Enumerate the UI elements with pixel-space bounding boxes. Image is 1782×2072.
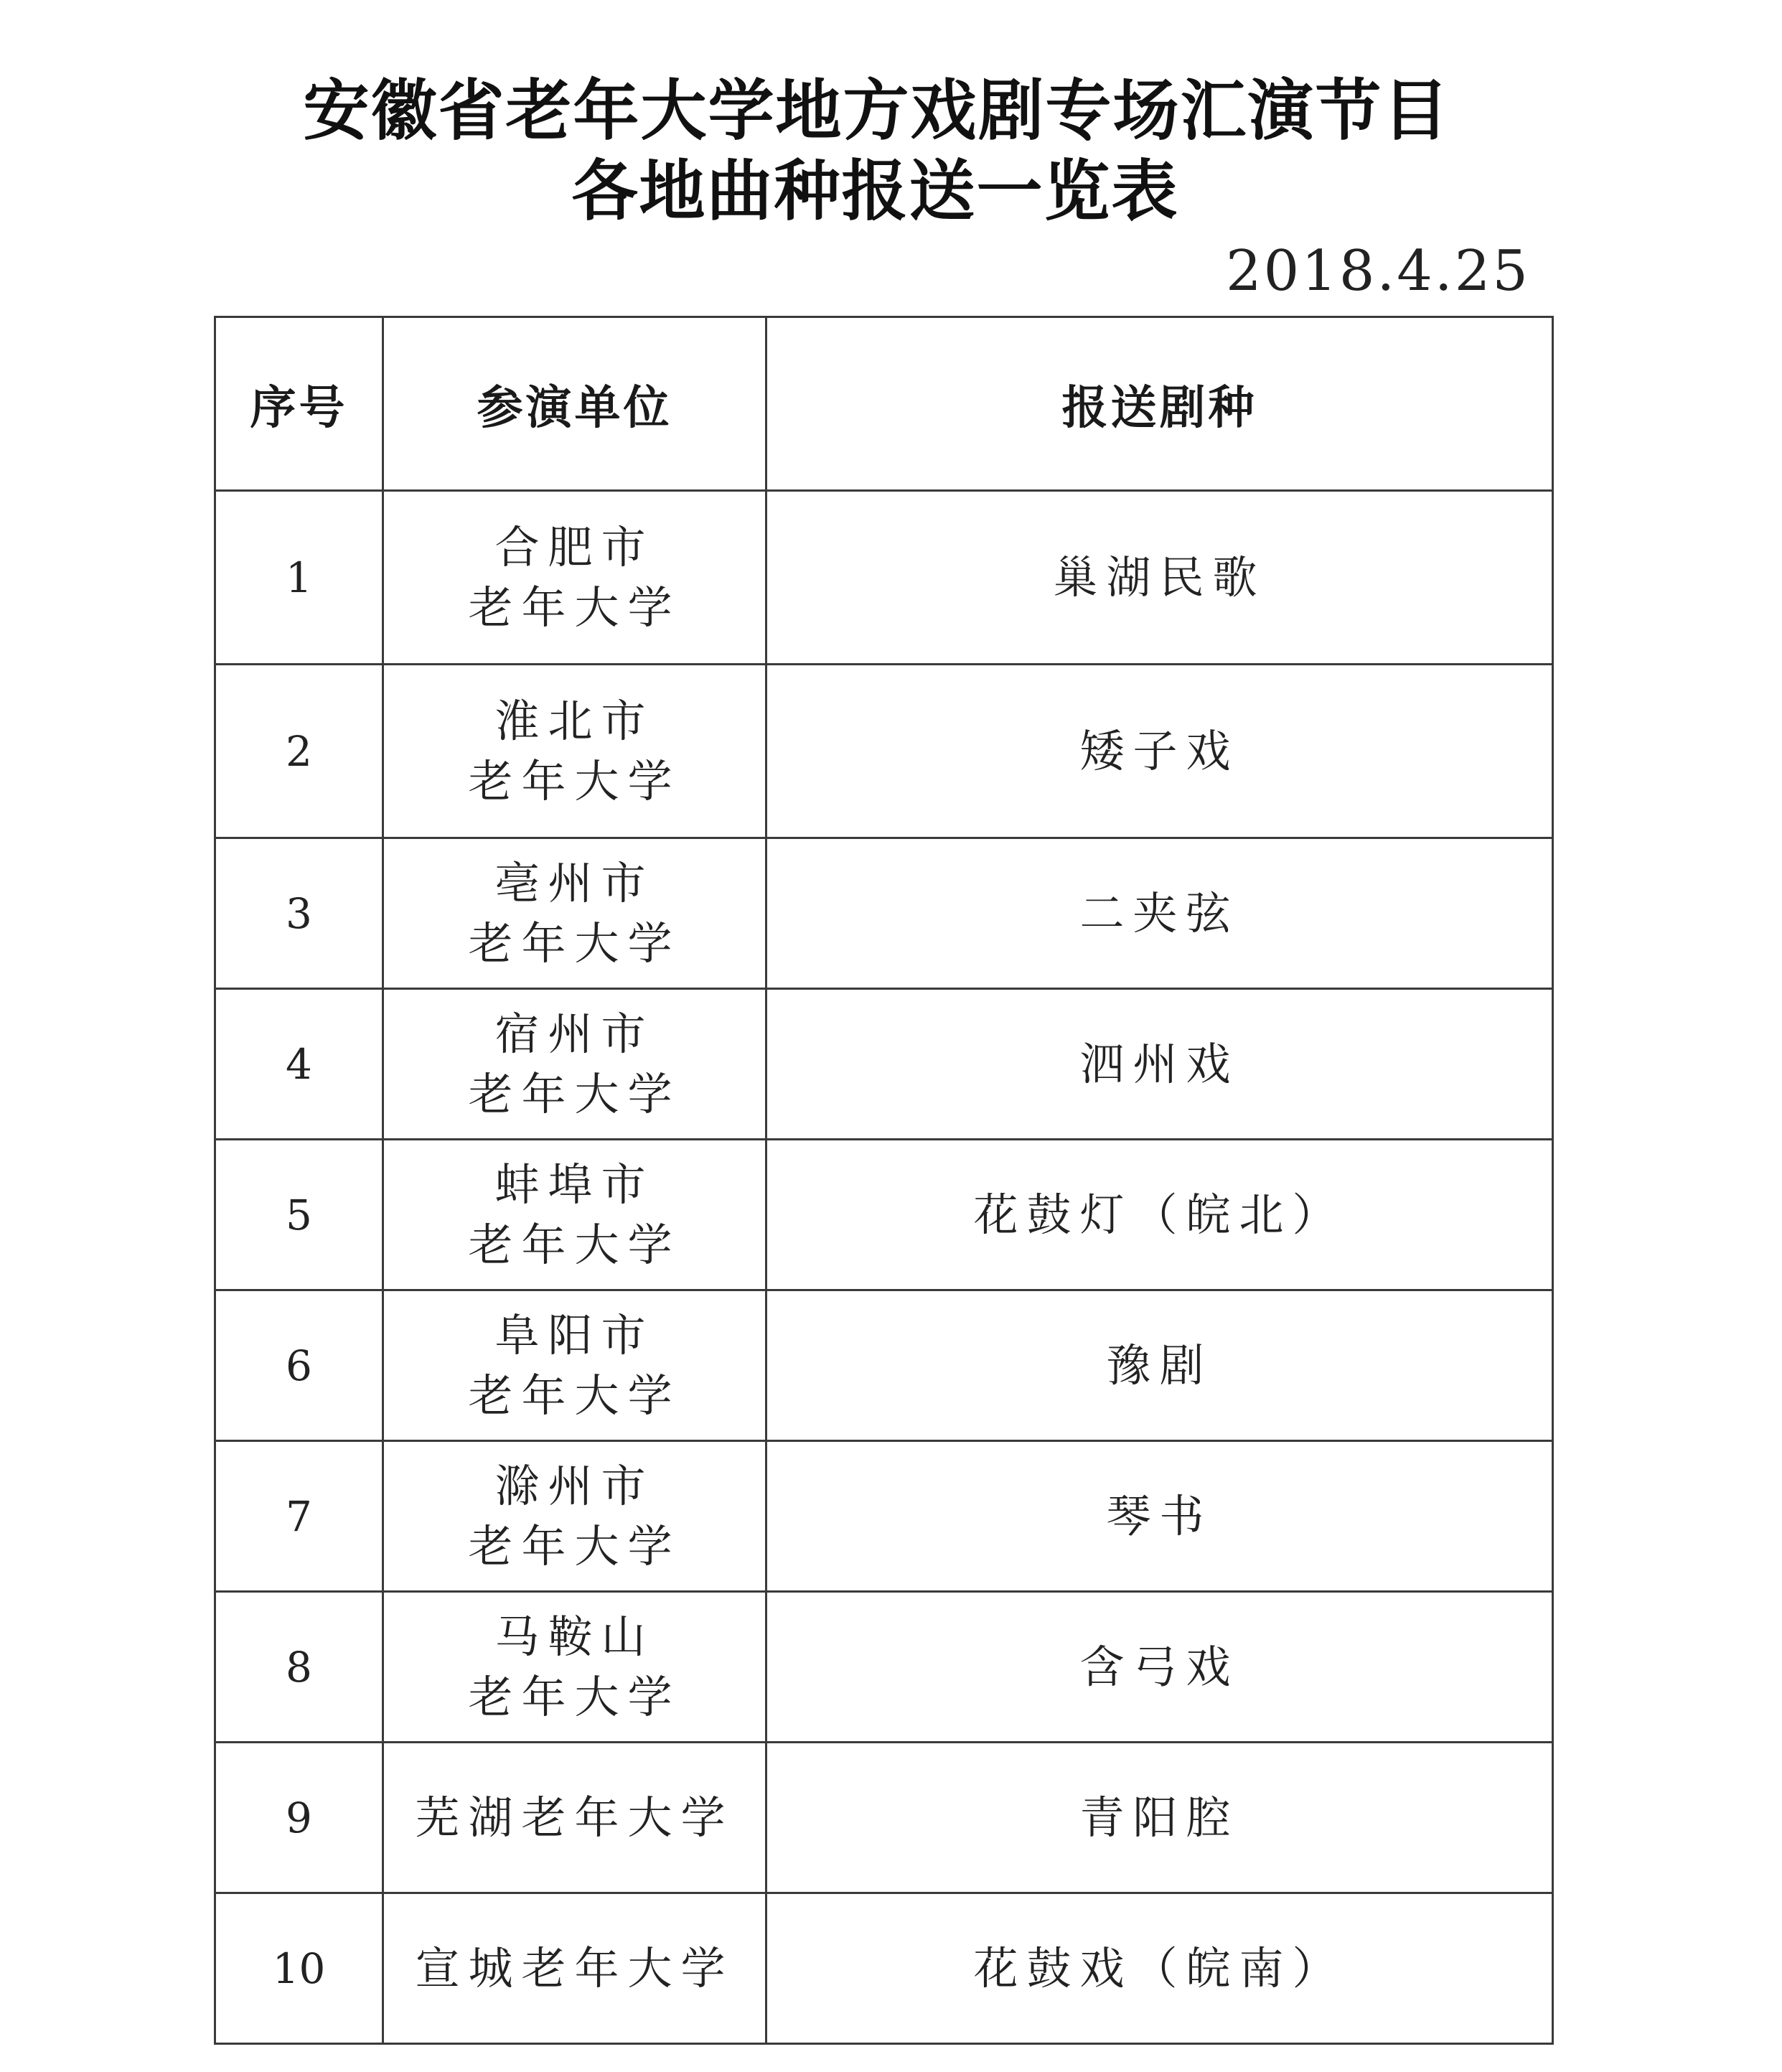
table-row [215, 1743, 1553, 1893]
document-date: 2018.4.25 [1226, 239, 1530, 304]
row-index: 8 [215, 1592, 383, 1743]
table-row [215, 1893, 1553, 2044]
table-row [215, 838, 1553, 989]
row-unit-line2: 老年大学 [468, 1519, 681, 1572]
row-unit [383, 838, 766, 989]
table-row [215, 1290, 1553, 1441]
table-row [215, 665, 1553, 838]
row-unit [383, 1290, 766, 1441]
row-genre: 豫剧 [766, 1290, 1553, 1441]
header-unit: 参演单位 [383, 317, 766, 491]
table-row [215, 989, 1553, 1140]
document-title-line1: 安徽省老年大学地方戏剧专场汇演节目 [303, 72, 1450, 149]
table-row [215, 1441, 1553, 1592]
row-unit-line1: 宿州市 [494, 1007, 655, 1060]
row-genre: 矮子戏 [766, 665, 1553, 838]
row-index: 2 [215, 665, 383, 838]
row-unit-line1: 滁州市 [494, 1459, 655, 1512]
row-index: 10 [215, 1893, 383, 2044]
table-row [215, 491, 1553, 665]
row-index: 3 [215, 838, 383, 989]
row-unit-line2: 老年大学 [468, 754, 681, 807]
row-genre: 青阳腔 [766, 1743, 1553, 1893]
row-index: 7 [215, 1441, 383, 1592]
row-genre: 花鼓戏（皖南） [766, 1893, 1553, 2044]
table-row [215, 1592, 1553, 1743]
row-unit-line2: 老年大学 [468, 1067, 681, 1120]
row-unit [383, 1441, 766, 1592]
row-unit-line2: 老年大学 [468, 1670, 681, 1723]
submission-table [214, 316, 1554, 2045]
row-unit-line1: 阜阳市 [494, 1308, 655, 1361]
row-index: 9 [215, 1743, 383, 1893]
row-genre: 含弓戏 [766, 1592, 1553, 1743]
row-unit [383, 1140, 766, 1290]
row-genre: 泗州戏 [766, 989, 1553, 1140]
row-unit [383, 989, 766, 1140]
row-index: 6 [215, 1290, 383, 1441]
row-unit-line1: 马鞍山 [494, 1610, 655, 1663]
row-unit [383, 1592, 766, 1743]
row-unit [383, 491, 766, 665]
row-unit-line2: 老年大学 [468, 1369, 681, 1422]
table-header-row [215, 317, 1553, 491]
row-unit-line1: 蚌埠市 [494, 1158, 655, 1211]
row-unit-line2: 老年大学 [468, 917, 681, 970]
row-unit: 宣城老年大学 [383, 1893, 766, 2044]
row-index: 5 [215, 1140, 383, 1290]
table-row [215, 1140, 1553, 1290]
header-genre: 报送剧种 [766, 317, 1553, 491]
row-unit-line2: 老年大学 [468, 581, 681, 634]
row-unit-line1: 合肥市 [494, 520, 655, 573]
row-unit-line1: 亳州市 [494, 856, 655, 909]
row-genre: 巢湖民歌 [766, 491, 1553, 665]
row-index: 4 [215, 989, 383, 1140]
row-genre: 花鼓灯（皖北） [766, 1140, 1553, 1290]
row-unit-line1: 淮北市 [494, 694, 655, 747]
row-unit-line2: 老年大学 [468, 1218, 681, 1271]
row-index: 1 [215, 491, 383, 665]
header-index: 序号 [215, 317, 383, 491]
row-genre: 二夹弦 [766, 838, 1553, 989]
row-unit [383, 665, 766, 838]
row-unit: 芜湖老年大学 [383, 1743, 766, 1893]
row-genre: 琴书 [766, 1441, 1553, 1592]
document-title-line2: 各地曲种报送一览表 [571, 153, 1179, 230]
